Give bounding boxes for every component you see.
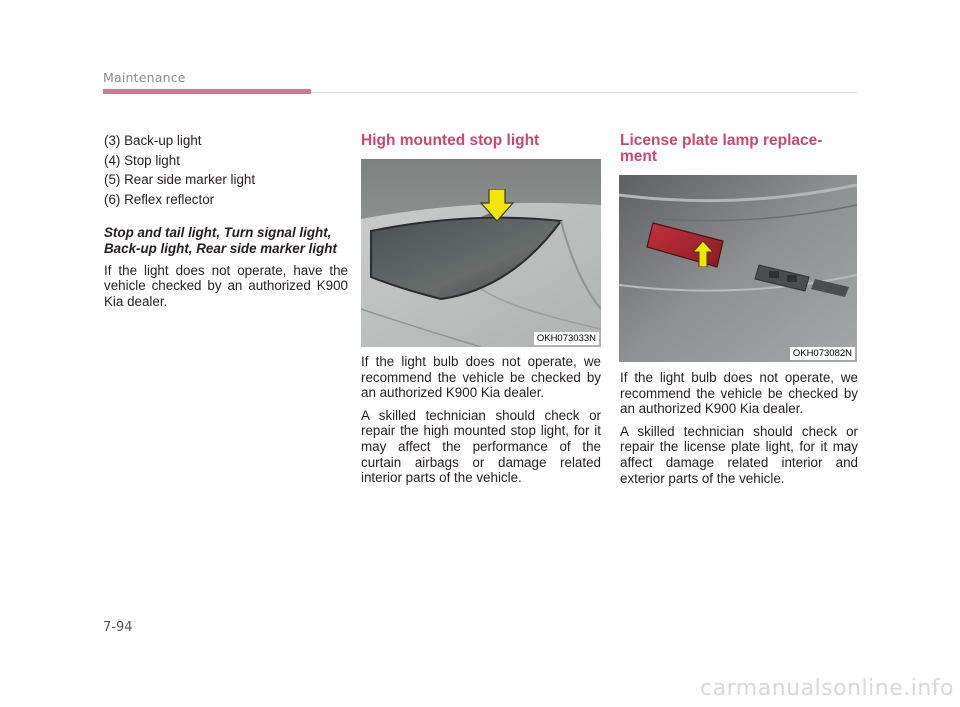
arrow-indicator-icon <box>693 241 713 267</box>
body-paragraph: If the light bulb does not operate, we recommend the vehicle be checked by an authorized K900 Kia dealer. <box>620 370 858 417</box>
body-paragraph: If the light bulb does not operate, we recommend the vehicle be checked by an authorized K900 Kia dealer. <box>361 354 601 401</box>
subheading: Stop and tail light, Turn signal light, Back-up light, Rear side marker light <box>104 225 337 256</box>
column-middle-text <box>361 354 601 493</box>
page-number: 7-94 <box>103 620 133 635</box>
column-right <box>620 133 858 165</box>
arrow-indicator-icon <box>479 189 515 223</box>
figure-license-plate-lamp <box>619 175 857 362</box>
list-item: (3) Back-up light <box>104 133 202 148</box>
body-paragraph: A skilled technician should check or repair the high mounted stop light, for it may affect the performance of the curtain airbags or damage related interior parts of the vehicle. <box>361 407 601 486</box>
header-rule <box>311 92 857 93</box>
figure-code: OKH073082N <box>790 347 855 360</box>
column-middle <box>361 133 601 149</box>
car-rear-window-illustration <box>361 159 601 347</box>
column-right-text <box>620 370 858 493</box>
list-item: (4) Stop light <box>104 152 180 168</box>
list-item: (5) Rear side marker light <box>104 172 256 188</box>
section-title: Maintenance <box>103 70 186 85</box>
figure-code: OKH073033N <box>534 332 599 345</box>
list-item: (6) Reflex reflector <box>104 191 215 207</box>
watermark: carmanualsonline.info <box>700 676 954 701</box>
section-heading: License plate lamp replace-ment <box>620 132 823 165</box>
section-heading: High mounted stop light <box>361 132 540 149</box>
column-left <box>104 133 348 316</box>
license-plate-area-illustration <box>619 175 857 362</box>
figure-high-mounted-stop-light <box>361 159 601 347</box>
body-paragraph: A skilled technician should check or repair the license plate light, for it may affect damage related interior and exterior parts of the vehicle. <box>620 423 858 486</box>
header-accent-bar <box>103 89 311 94</box>
body-paragraph: If the light does not operate, have the vehicle checked by an authorized K900 Kia dealer. <box>104 262 348 309</box>
